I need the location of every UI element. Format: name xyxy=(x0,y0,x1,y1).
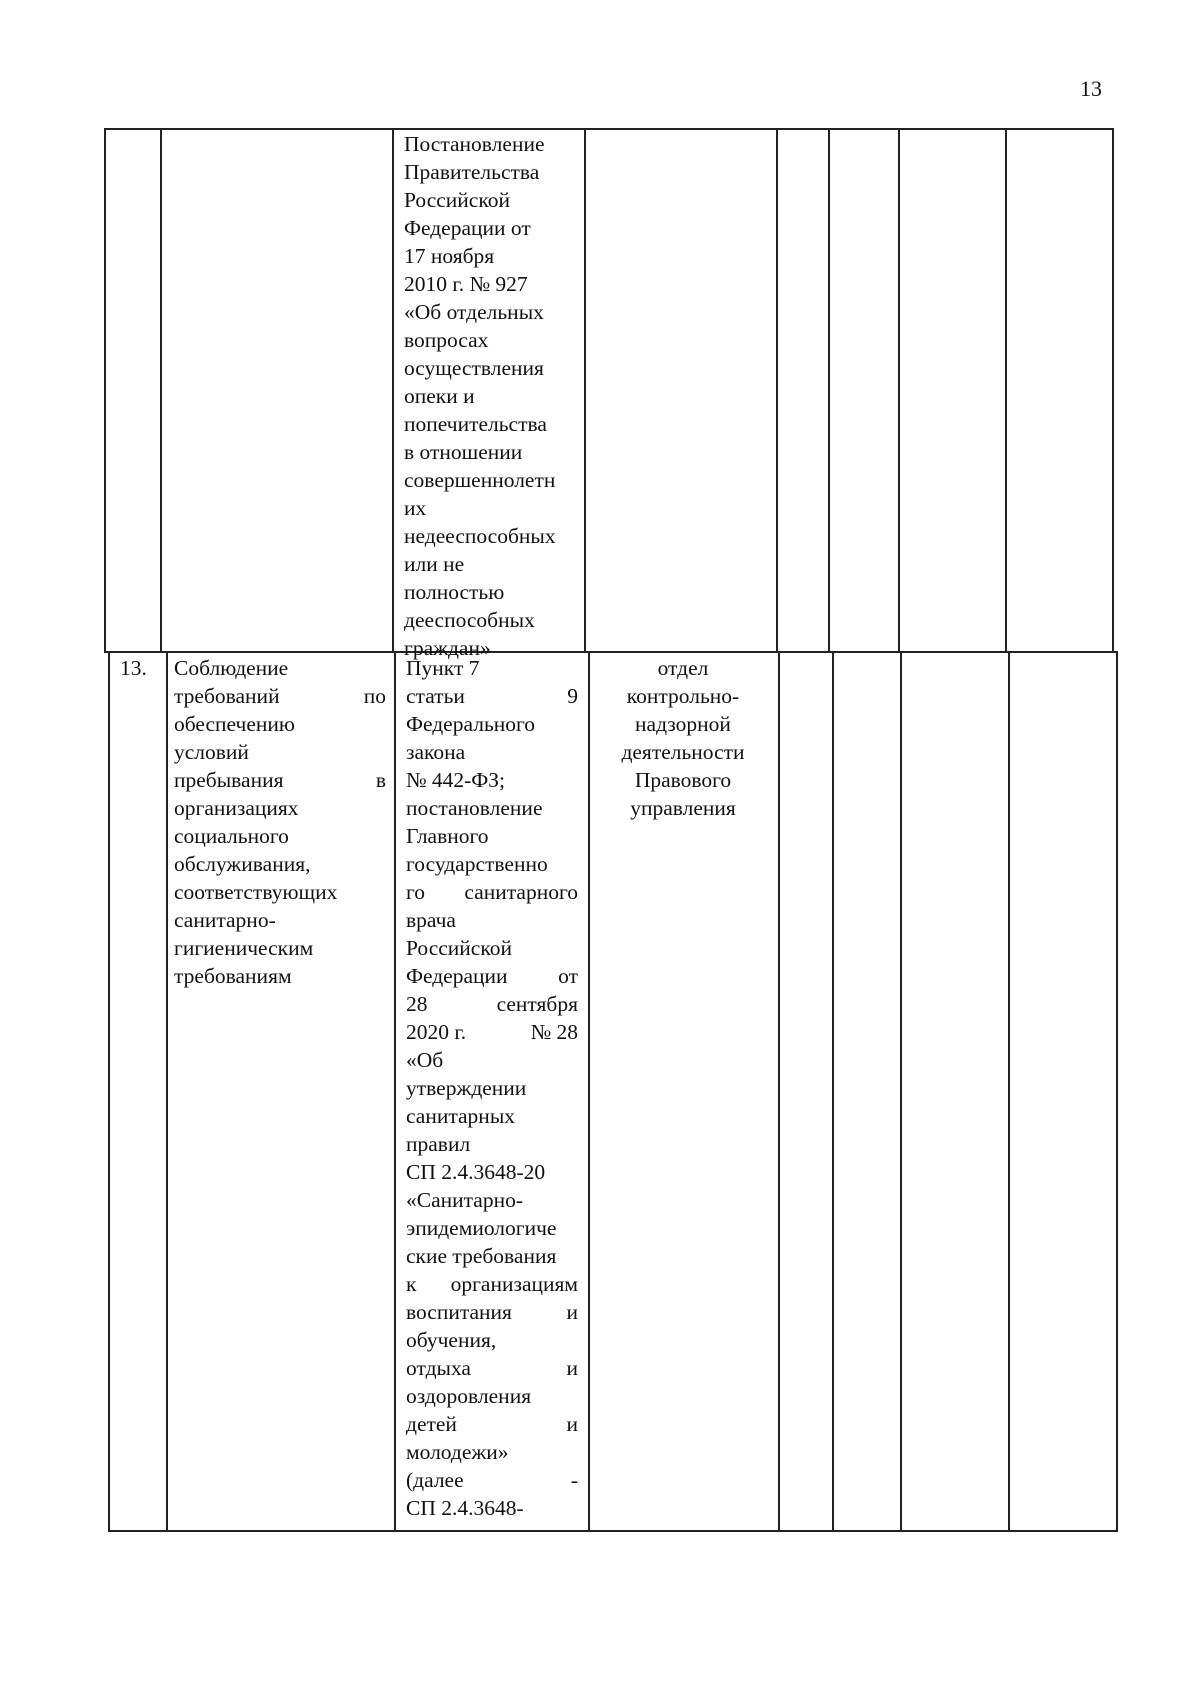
legal-basis-line xyxy=(406,1382,578,1410)
requirement-line-left: гигиеническим xyxy=(174,936,314,960)
requirement-line-left: обслуживания, xyxy=(174,852,311,876)
table-border-left-bottom xyxy=(108,651,110,1532)
requirement-line-left: обеспечению xyxy=(174,712,295,736)
requirement-line xyxy=(174,962,386,990)
legal-basis-line xyxy=(406,822,578,850)
legal-basis-line xyxy=(406,906,578,934)
requirement-line-left: условий xyxy=(174,740,249,764)
legal-basis-line-left: Федерального xyxy=(406,712,536,736)
legal-basis-line xyxy=(406,1326,578,1354)
table-border-right-bottom xyxy=(1116,651,1118,1532)
legal-basis-line-left: постановление xyxy=(406,796,543,820)
legal-basis-line-left: эпидемиологиче xyxy=(406,1216,557,1240)
requirement-line-left: пребывания xyxy=(174,768,284,792)
legal-basis-line xyxy=(406,1214,578,1242)
legal-basis-line xyxy=(406,1102,578,1130)
legal-basis-line-left: статьи xyxy=(406,684,465,708)
legal-basis-line-left: молодежи» xyxy=(406,1440,509,1464)
legal-basis-line xyxy=(406,1270,578,1298)
legal-basis-line-left: (далее xyxy=(406,1468,464,1492)
table-divider-col7-top xyxy=(1005,128,1007,652)
legal-basis-line-left: ские требования xyxy=(406,1244,557,1268)
table-divider-col1-top xyxy=(160,128,162,652)
legal-basis-line-left: 2020 г. xyxy=(406,1020,467,1044)
requirement-line-left: соответствующих xyxy=(174,880,338,904)
legal-basis-line-left: Пункт 7 xyxy=(406,656,480,680)
table-divider-col3-top xyxy=(584,128,586,652)
requirement-line xyxy=(174,906,386,934)
requirement-line xyxy=(174,654,386,682)
legal-basis-line xyxy=(406,1466,578,1494)
table-top-border xyxy=(104,128,1114,130)
legal-basis-line xyxy=(406,934,578,962)
legal-basis-line xyxy=(406,1046,578,1074)
legal-basis-line-left: «Санитарно- xyxy=(406,1188,524,1212)
requirement-line-left: социального xyxy=(174,824,289,848)
legal-basis-line-left: СП 2.4.3648-20 xyxy=(406,1160,546,1184)
legal-basis-line-right: и xyxy=(566,1300,578,1324)
legal-basis-line-left: правил xyxy=(406,1132,471,1156)
table-divider-col6-top xyxy=(898,128,900,652)
legal-basis-line-left: СП 2.4.3648- xyxy=(406,1496,524,1520)
legal-basis-line xyxy=(406,1354,578,1382)
legal-basis-line-left: к xyxy=(406,1272,417,1296)
legal-basis-line xyxy=(406,794,578,822)
legal-basis-line-right: и xyxy=(566,1412,578,1436)
legal-basis-line xyxy=(406,850,578,878)
row-number: 13. xyxy=(120,656,147,680)
requirement-line xyxy=(174,682,386,710)
legal-basis-text xyxy=(406,654,578,1522)
requirement-line-left: Соблюдение xyxy=(174,656,289,680)
legal-basis-line-left: «Об xyxy=(406,1048,444,1072)
legal-basis-line-left: закона xyxy=(406,740,466,764)
table-divider-col2-bottom xyxy=(394,651,396,1532)
requirement-line xyxy=(174,934,386,962)
legal-basis-line xyxy=(406,1018,578,1046)
table-divider-col5-top xyxy=(828,128,830,652)
legal-basis-line xyxy=(406,654,578,682)
requirement-line xyxy=(174,710,386,738)
legal-basis-line-right: санитарного xyxy=(464,880,578,904)
legal-basis-line-left: детей xyxy=(406,1412,457,1436)
legal-basis-line-left: Федерации xyxy=(406,964,508,988)
legal-basis-line xyxy=(406,1438,578,1466)
legal-basis-line xyxy=(406,1410,578,1438)
requirement-line xyxy=(174,794,386,822)
legal-basis-line xyxy=(406,710,578,738)
legal-basis-line-left: санитарных xyxy=(406,1104,516,1128)
legal-basis-line xyxy=(406,766,578,794)
legal-basis-line-left: государственно xyxy=(406,852,548,876)
legal-basis-line-left: го xyxy=(406,880,426,904)
legal-basis-line xyxy=(406,878,578,906)
legal-basis-line-right: № 28 xyxy=(530,1020,578,1044)
legal-basis-line-right: от xyxy=(558,964,578,988)
table-divider-col4-top xyxy=(776,128,778,652)
table-border-left-top xyxy=(104,128,106,652)
legal-basis-line xyxy=(406,1242,578,1270)
requirement-line-left: требований xyxy=(174,684,280,708)
legal-basis-line xyxy=(406,990,578,1018)
legal-basis-line-left: оздоровления xyxy=(406,1384,532,1408)
requirement-line-right: по xyxy=(363,684,386,708)
legal-basis-line-left: № 442-ФЗ; xyxy=(406,768,506,792)
requirement-line xyxy=(174,822,386,850)
requirement-text xyxy=(174,654,386,990)
legal-basis-continued: Постановление Правительства Российской Федерации от 17 ноября 2010 г. № 927 «Об отдельных вопросах осуществления опеки и попечительства в отношении совершеннолетн их недееспособных или не полностью дееспособных граждан» xyxy=(404,132,556,660)
legal-basis-line-left: отдыха xyxy=(406,1356,471,1380)
legal-basis-line xyxy=(406,1186,578,1214)
table-bottom-border xyxy=(108,1530,1118,1532)
legal-basis-line xyxy=(406,682,578,710)
table-divider-col2-top xyxy=(392,128,394,652)
legal-basis-line xyxy=(406,962,578,990)
table-divider-col7-bottom xyxy=(1008,651,1010,1532)
requirement-line xyxy=(174,878,386,906)
legal-basis-line-left: утверждении xyxy=(406,1076,527,1100)
legal-basis-line-right: организациям xyxy=(450,1272,578,1296)
table-divider-col5-bottom xyxy=(832,651,834,1532)
legal-basis-line-left: врача xyxy=(406,908,456,932)
requirement-line-left: санитарно- xyxy=(174,908,276,932)
table-border-right-top xyxy=(1112,128,1114,652)
legal-basis-line-left: воспитания xyxy=(406,1300,512,1324)
legal-basis-line-right: сентября xyxy=(496,992,578,1016)
legal-basis-line xyxy=(406,1494,578,1522)
legal-basis-line xyxy=(406,1298,578,1326)
table-row-divider xyxy=(104,651,1116,653)
requirement-line-left: организациях xyxy=(174,796,299,820)
table-divider-col4-bottom xyxy=(778,651,780,1532)
requirement-line-left: требованиям xyxy=(174,964,292,988)
requirement-line-right: в xyxy=(375,768,386,792)
legal-basis-line xyxy=(406,1130,578,1158)
legal-basis-line-right: - xyxy=(570,1468,578,1492)
requirement-line xyxy=(174,766,386,794)
legal-basis-line-left: Главного xyxy=(406,824,489,848)
legal-basis-line-right: 9 xyxy=(567,684,578,708)
legal-basis-line xyxy=(406,1074,578,1102)
page-number: 13 xyxy=(1080,76,1102,101)
table-divider-col1-bottom xyxy=(166,651,168,1532)
legal-basis-line-left: 28 xyxy=(406,992,428,1016)
responsible-department: отдел контрольно- надзорной деятельности Правового управления xyxy=(621,656,745,820)
legal-basis-line xyxy=(406,738,578,766)
requirement-line xyxy=(174,850,386,878)
legal-basis-line-right: и xyxy=(566,1356,578,1380)
requirement-line xyxy=(174,738,386,766)
legal-basis-line-left: обучения, xyxy=(406,1328,497,1352)
table-divider-col6-bottom xyxy=(900,651,902,1532)
legal-basis-line xyxy=(406,1158,578,1186)
legal-basis-line-left: Российской xyxy=(406,936,512,960)
